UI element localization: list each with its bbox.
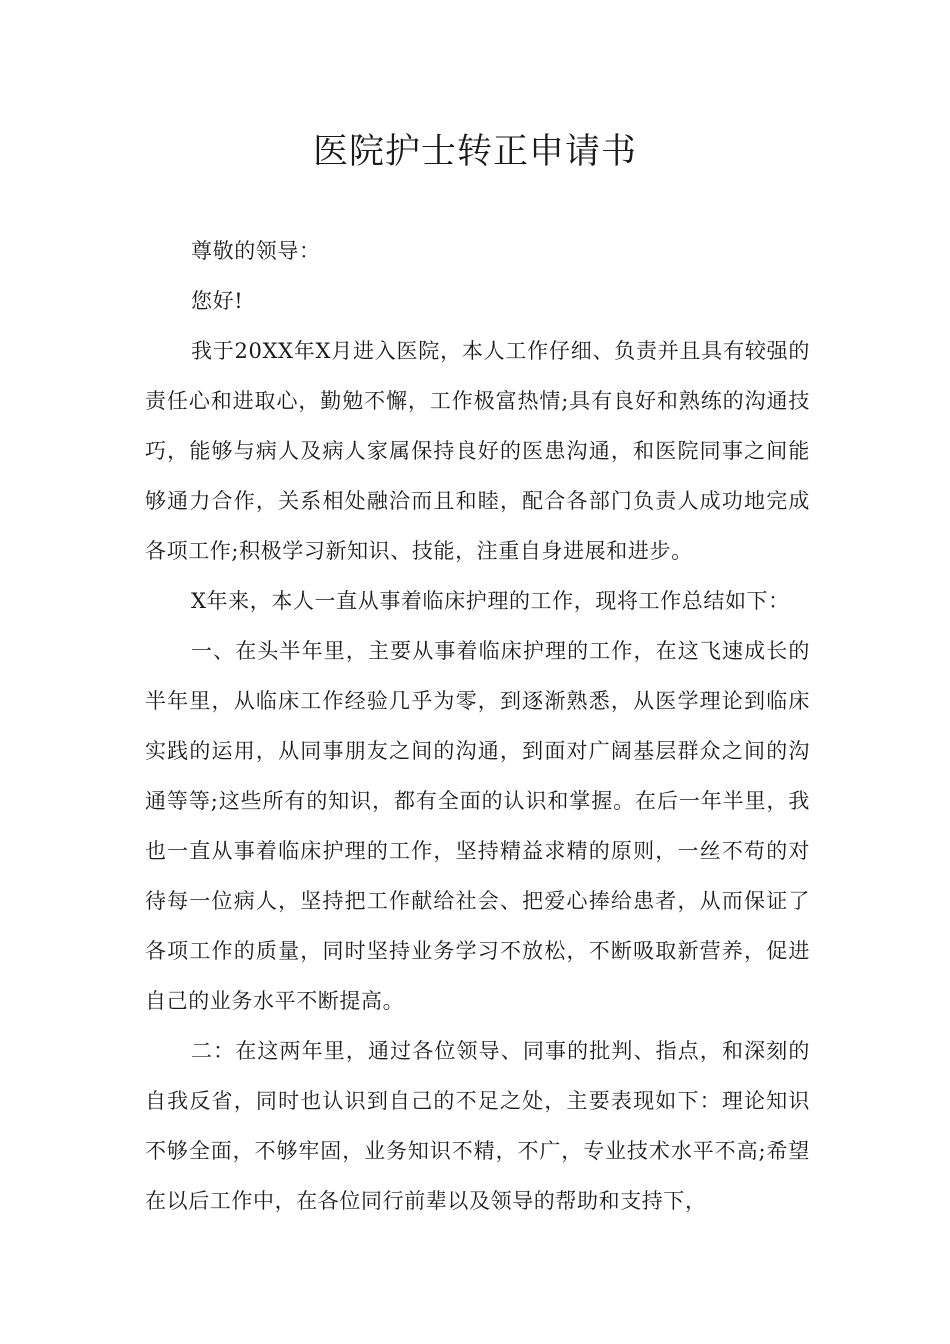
greeting: 您好! — [191, 289, 244, 313]
paragraph-section-two: 二：在这两年里，通过各位领导、同事的批判、指点，和深刻的自我反省，同时也认识到自己的不足之处，主要表现如下：理论知识不够全面，不够牢固，业务知识不精，不广，专业技术水平不高;希望在以后工作中，在各位同行前辈以及领导的帮助和支持下， — [145, 1039, 810, 1213]
paragraph-summary-lead: X年来，本人一直从事着临床护理的工作，现将工作总结如下： — [191, 589, 790, 613]
paragraph-section-one: 一、在头半年里，主要从事着临床护理的工作，在这飞速成长的半年里，从临床工作经验几乎为零，到逐渐熟悉，从医学理论到临床实践的运用，从同事朋友之间的沟通，到面对广阔基层群众之间的沟通等等;这些所有的知识，都有全面的认识和掌握。在后一年半里，我也一直从事着临床护理的工作，坚持精益求精的原则，一丝不苟的对待每一位病人，坚持把工作献给社会、把爱心捧给患者，从而保证了各项工作的质量，同时坚持业务学习不放松，不断吸取新营养，促进自己的业务水平不断提高。 — [145, 639, 810, 1013]
document-title: 医院护士转正申请书 — [312, 132, 637, 172]
paragraph-intro: 我于20XX年X月进入医院，本人工作仔细、负责并且具有较强的责任心和进取心，勤勉不懈，工作极富热情;具有良好和熟练的沟通技巧，能够与病人及病人家属保持良好的医患沟通，和医院同事之间能够通力合作，关系相处融洽而且和睦，配合各部门负责人成功地完成各项工作;积极学习新知识、技能，注重自身进展和进步。 — [145, 339, 810, 563]
salutation: 尊敬的领导： — [191, 239, 321, 263]
document-body — [145, 226, 810, 1226]
